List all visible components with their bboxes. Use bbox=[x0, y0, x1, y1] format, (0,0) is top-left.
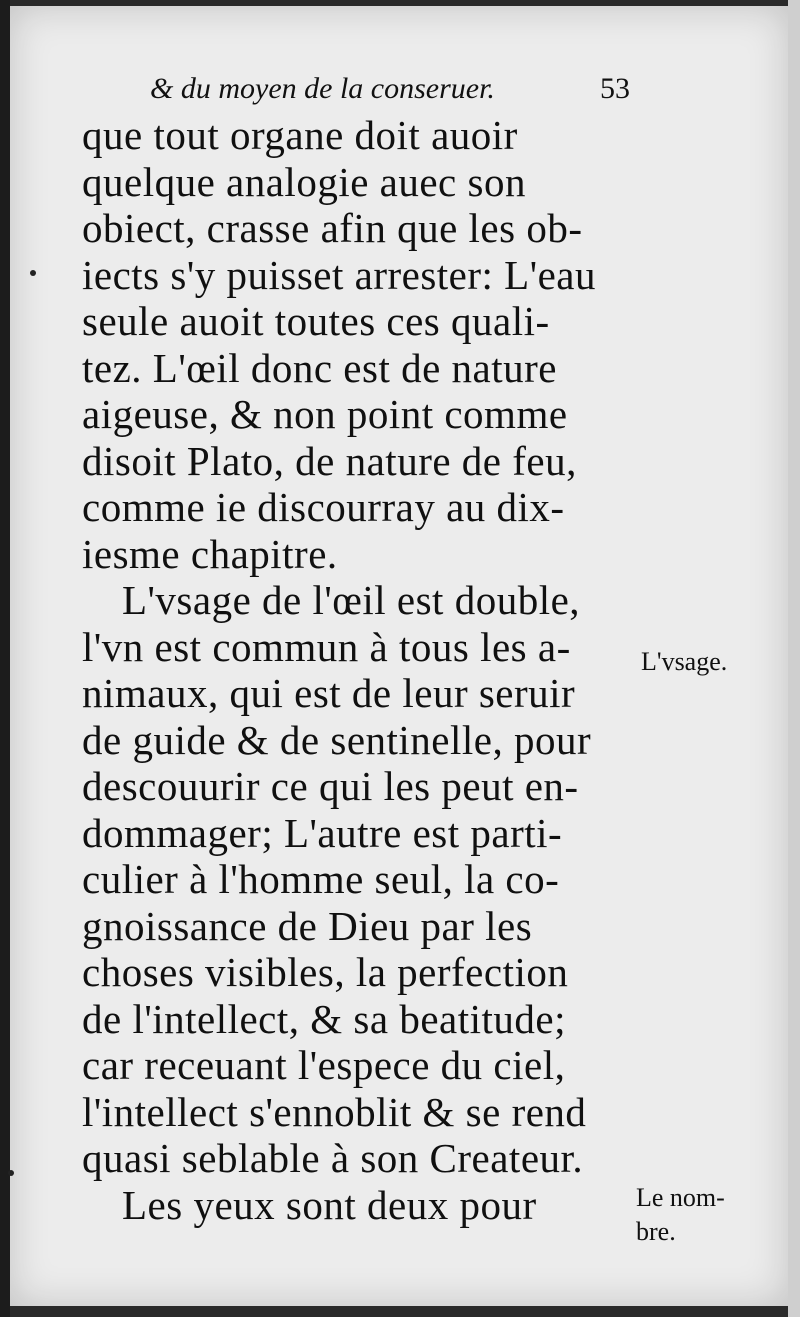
text-line: disoit Plato, de nature de feu, bbox=[82, 437, 577, 484]
text-line: nimaux, qui est de leur seruir bbox=[82, 670, 576, 716]
text-line: descouurir ce qui les peut en- bbox=[82, 763, 579, 809]
text-line: l'vn est commun à tous les a- bbox=[82, 623, 571, 670]
page-left-edge bbox=[0, 0, 10, 1317]
text-line: iesme chapitre. bbox=[82, 530, 338, 577]
text-line: gnoissance de Dieu par les bbox=[82, 902, 533, 949]
text-line: L'vsage de l'œil est double, bbox=[122, 577, 581, 623]
text-line: choses visibles, la perfection bbox=[82, 949, 569, 995]
page-right-edge bbox=[788, 0, 800, 1317]
running-title: & du moyen de la conseruer. bbox=[150, 72, 495, 105]
text-line: quasi seblable à son Createur. bbox=[82, 1135, 584, 1181]
text-line: que tout organe doit auoir bbox=[82, 112, 518, 158]
text-line: de guide & de sentinelle, pour bbox=[82, 716, 592, 763]
ink-speck bbox=[30, 270, 36, 276]
text-line: l'intellect s'ennoblit & se rend bbox=[82, 1088, 587, 1135]
text-line: de l'intellect, & sa beatitude; bbox=[82, 995, 566, 1042]
text-line: culier à l'homme seul, la co- bbox=[82, 856, 560, 902]
text-line: seule auoit toutes ces quali- bbox=[82, 298, 550, 344]
body-text bbox=[82, 112, 642, 1228]
text-line: tez. L'œil donc est de nature bbox=[82, 344, 557, 391]
running-header bbox=[150, 72, 630, 112]
margin-note-nombre-line2: bre. bbox=[636, 1217, 676, 1246]
text-line: iects s'y puisset arrester: L'eau bbox=[82, 251, 596, 298]
text-line: obiect, crasse afin que les ob- bbox=[82, 205, 583, 251]
text-line: quelque analogie auec son bbox=[82, 158, 526, 205]
margin-note-nombre bbox=[636, 1181, 725, 1249]
text-line: aigeuse, & non point comme bbox=[82, 391, 568, 437]
margin-note-usage: L'vsage. bbox=[641, 647, 728, 676]
page-number: 53 bbox=[600, 72, 630, 105]
text-line: dommager; L'autre est parti- bbox=[82, 809, 563, 856]
ink-speck bbox=[8, 1170, 14, 1176]
text-line: comme ie discourray au dix- bbox=[82, 484, 565, 530]
text-line: Les yeux sont deux pour bbox=[122, 1181, 537, 1228]
text-line: car receuant l'espece du ciel, bbox=[82, 1042, 566, 1088]
margin-note-nombre-line1: Le nom- bbox=[636, 1183, 725, 1212]
